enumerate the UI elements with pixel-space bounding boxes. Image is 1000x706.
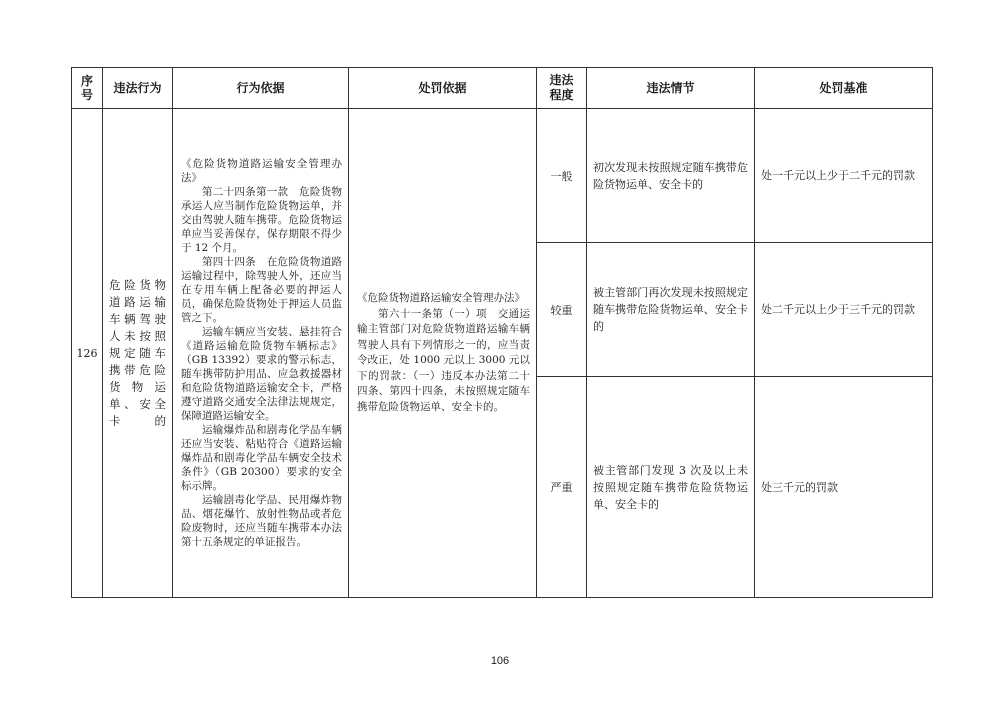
act-basis-vehicle-signs: 运输车辆应当安装、悬挂符合《道路运输危险货物车辆标志》（GB 13392）要求的警示标志，随车携带防护用品、应急救援器材和危险货物道路运输安全卡，严格遵守道路交通安全法律法规规定，保障道路运输安全。 <box>181 326 342 422</box>
circumstance-severe: 被主管部门发现 3 次及以上未按照规定随车携带危险货物运单、安全卡的 <box>587 377 755 598</box>
row-act-basis <box>173 109 349 598</box>
row-penalty-basis <box>349 109 537 598</box>
header-act-basis: 行为依据 <box>173 68 349 109</box>
act-basis-article-44: 第四十四条 在危险货物道路运输过程中，除驾驶人外，还应当在专用车辆上配备必要的押运人员，确保危险货物处于押运人员监管之下。 <box>181 256 342 324</box>
header-act: 违法行为 <box>103 68 173 109</box>
act-basis-title: 《危险货物道路运输安全管理办法》 <box>181 158 342 184</box>
row-seq: 126 <box>72 109 103 598</box>
circumstance-serious: 被主管部门再次发现未按照规定随车携带危险货物运单、安全卡的 <box>587 243 755 377</box>
degree-general: 一般 <box>537 109 587 243</box>
standard-serious: 处二千元以上少于三千元的罚款 <box>755 243 933 377</box>
act-basis-article-24: 第二十四条第一款 危险货物承运人应当制作危险货物运单，并交由驾驶人随车携带。危险货物运单应当妥善保存，保存期限不得少于 12 个月。 <box>181 186 342 254</box>
circumstance-general: 初次发现未按照规定随车携带危险货物运单、安全卡的 <box>587 109 755 243</box>
act-basis-explosives: 运输爆炸品和剧毒化学品车辆还应当安装、粘贴符合《道路运输爆炸品和剧毒化学品车辆安全技术条件》（GB 20300）要求的安全标示牌。 <box>181 424 342 492</box>
header-circumstance: 违法情节 <box>587 68 755 109</box>
header-penalty-basis: 处罚依据 <box>349 68 537 109</box>
table-row <box>72 109 933 243</box>
header-standard: 处罚基准 <box>755 68 933 109</box>
standard-severe: 处三千元的罚款 <box>755 377 933 598</box>
degree-severe: 严重 <box>537 377 587 598</box>
row-violation-act: 危险货物道路运输车辆驾驶人未按照规定随车携带危险货物运单、安全卡的 <box>103 109 173 598</box>
standard-general: 处一千元以上少于二千元的罚款 <box>755 109 933 243</box>
header-seq: 序号 <box>72 68 103 109</box>
penalty-standard-table <box>71 67 933 598</box>
header-degree: 违法程度 <box>537 68 587 109</box>
act-basis-toxic-chemicals: 运输剧毒化学品、民用爆炸物品、烟花爆竹、放射性物品或者危险废物时，还应当随车携带本办法第十五条规定的单证报告。 <box>181 494 342 548</box>
degree-serious: 较重 <box>537 243 587 377</box>
penalty-basis-article-61: 第六十一条第（一）项 交通运输主管部门对危险货物道路运输车辆驾驶人具有下列情形之一的，应当责令改正，处 1000 元以上 3000 元以下的罚款：（一）违反本办法第二十四条、第四十四条，未按照规定随车携带危险货物运单、安全卡的。 <box>357 307 530 413</box>
penalty-basis-title: 《危险货物道路运输安全管理办法》 <box>357 292 525 304</box>
page-number: 106 <box>490 655 510 667</box>
header-row <box>72 68 933 109</box>
